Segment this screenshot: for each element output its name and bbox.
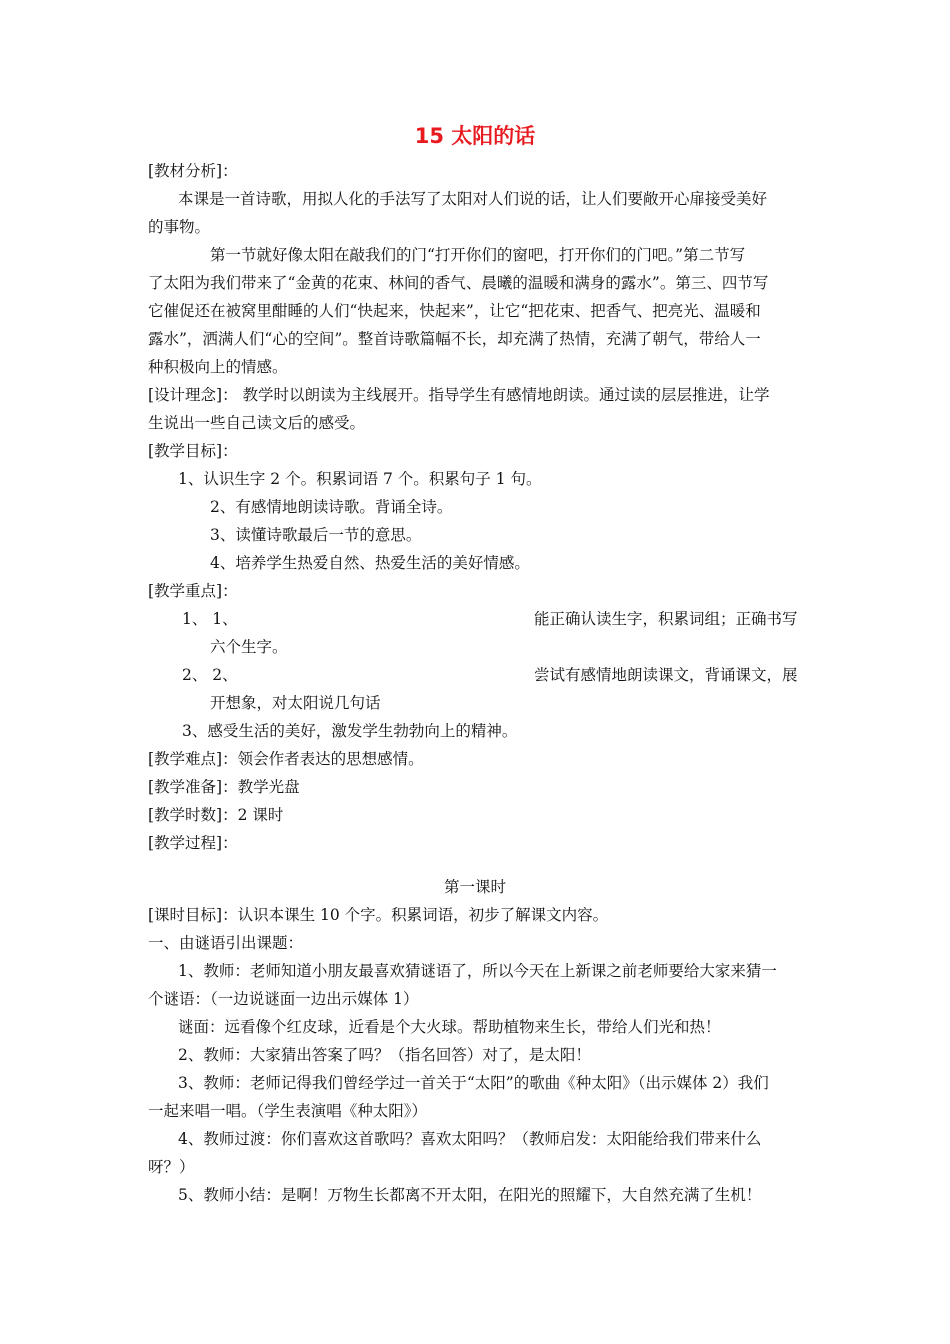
paragraph-line: 1、教师：老师知道小朋友最喜欢猜谜语了，所以今天在上新课之前老师要给大家来猜一: [178, 962, 777, 980]
paragraph-line: 一起来唱一唱。（学生表演唱《种太阳》）: [148, 1102, 428, 1120]
list-item: 4、培养学生热爱自然、热爱生活的美好情感。: [210, 554, 530, 572]
section-heading: [设计理念]： 教学时以朗读为主线展开。指导学生有感情地朗读。通过读的层层推进，让学: [148, 386, 770, 404]
paragraph-line: 5、教师小结：是啊！万物生长都离不开太阳，在阳光的照耀下，大自然充满了生机！: [178, 1186, 762, 1204]
paragraph-line: 2、教师：大家猜出答案了吗？（指名回答）对了，是太阳！: [178, 1046, 591, 1064]
paragraph-line: 呀？）: [148, 1158, 195, 1176]
step-heading: 一、由谜语引出课题：: [148, 934, 304, 952]
section-heading: [教学过程]：: [148, 834, 238, 852]
lesson-heading: 第一课时: [443, 878, 506, 896]
paragraph-line: 种积极向上的情感。: [148, 358, 288, 376]
paragraph-line: 生说出一些自己读文后的感受。: [148, 414, 366, 432]
list-item: 六个生字。: [210, 638, 288, 656]
section-heading: [教学准备]：教学光盘: [148, 778, 300, 796]
page-title: 15 太阳的话: [414, 124, 536, 148]
paragraph-line: 4、教师过渡：你们喜欢这首歌吗？喜欢太阳吗？（教师启发：太阳能给我们带来什么: [178, 1130, 762, 1148]
section-heading: [教学重点]：: [148, 582, 238, 600]
list-item-number: 1、 1、: [182, 610, 238, 628]
list-item: 开想象，对太阳说几句话: [210, 694, 381, 712]
paragraph-line: 露水”，洒满人们“心的空间”。整首诗歌篇幅不长，却充满了热情，充满了朝气，带给人一: [148, 330, 761, 348]
section-heading: [课时目标]：认识本课生 10 个字。积累词语，初步了解课文内容。: [148, 906, 609, 924]
list-item: 1、认识生字 2 个。积累词语 7 个。积累句子 1 句。: [178, 470, 542, 488]
list-item: 能正确认读生字，积累词组；正确书写: [534, 610, 798, 628]
section-heading: [教学时数]：2 课时: [148, 806, 284, 824]
paragraph-line: 本课是一首诗歌，用拟人化的手法写了太阳对人们说的话，让人们要敞开心扉接受美好: [178, 190, 768, 208]
section-heading: [教材分析]：: [148, 162, 238, 180]
section-heading: [教学目标]：: [148, 442, 238, 460]
paragraph-line: 它催促还在被窝里酣睡的人们“快起来，快起来”，让它“把花束、把香气、把亮光、温暖和: [148, 302, 761, 320]
paragraph-line: 了太阳为我们带来了“金黄的花束、林间的香气、晨曦的温暖和满身的露水”。第三、四节写: [148, 274, 769, 292]
list-item: 3、读懂诗歌最后一节的意思。: [210, 526, 422, 544]
list-item-number: 2、 2、: [182, 666, 238, 684]
paragraph-line: 个谜语：（一边说谜面一边出示媒体 1）: [148, 990, 419, 1008]
paragraph-line: 的事物。: [148, 218, 211, 236]
paragraph-line: 谜面：远看像个红皮球，近看是个大火球。帮助植物来生长，带给人们光和热！: [178, 1018, 721, 1036]
list-item: 尝试有感情地朗读课文，背诵课文，展: [534, 666, 798, 684]
paragraph-line: 第一节就好像太阳在敲我们的门“打开你们的窗吧，打开你们的门吧。”第二节写: [210, 246, 746, 264]
list-item: 3、感受生活的美好，激发学生勃勃向上的精神。: [182, 722, 518, 740]
section-heading: [教学难点]：领会作者表达的思想感情。: [148, 750, 424, 768]
paragraph-line: 3、教师：老师记得我们曾经学过一首关于“太阳”的歌曲《种太阳》（出示媒体 2）我们: [178, 1074, 769, 1092]
list-item: 2、有感情地朗读诗歌。背诵全诗。: [210, 498, 453, 516]
